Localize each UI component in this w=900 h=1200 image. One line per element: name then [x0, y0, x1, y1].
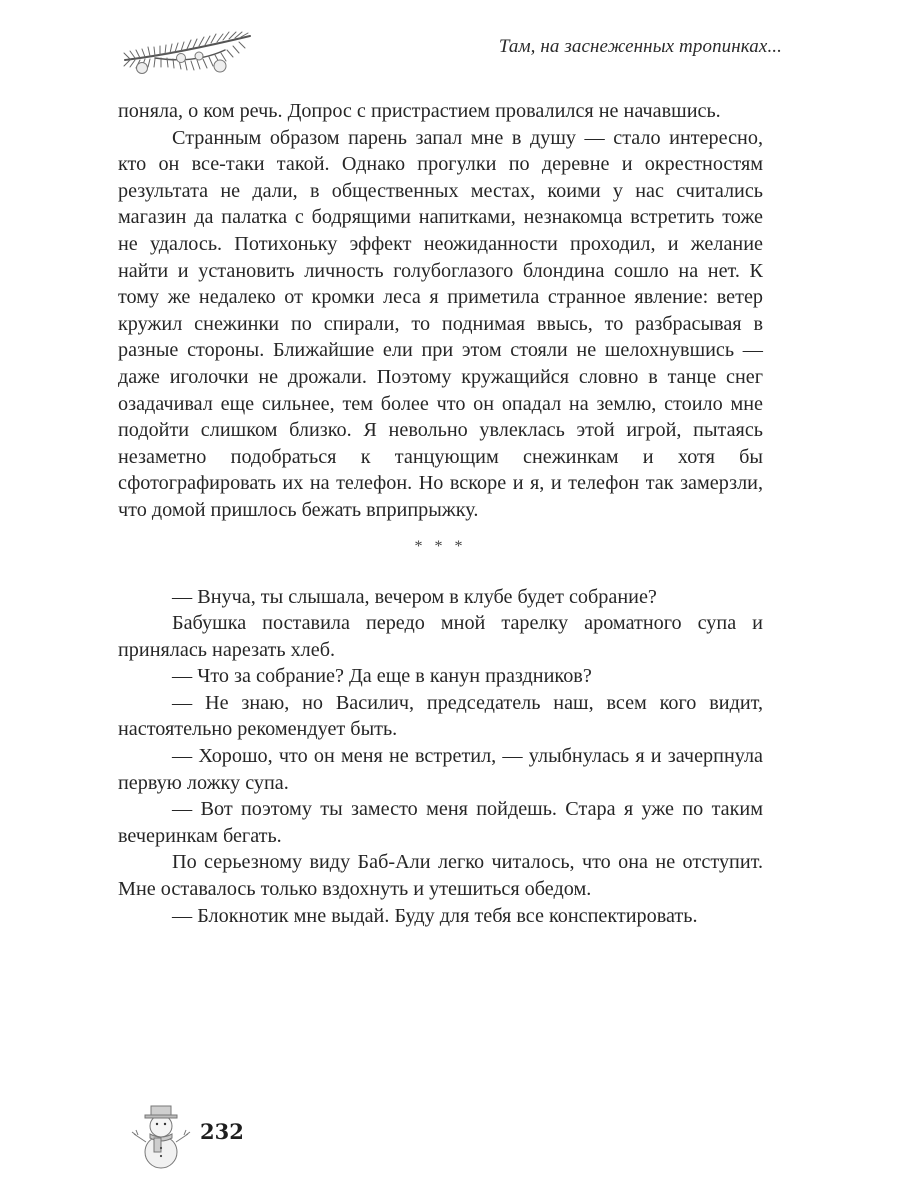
- paragraph: Странным образом парень запал мне в душу — стало интересно, кто он все-таки такой. Однако прогулки по деревне и окрестностям результата не дали, в общественных местах, коими у нас считались магазин да палатка с бодрящими напитками, незнакомца встретить тоже не удалось. Потихоньку эффект неожиданности проходил, и желание найти и установить личность голубоглазого блондина сошло на нет. К тому же недалеко от кромки леса я приметила странное явление: ветер кружил снежинки по спирали, то поднимая ввысь, то разбрасывая в разные стороны. Ближайшие ели при этом стояли не шелохнувшись — даже иголочки не дрожали. Поэтому кружащийся словно в танце снег озадачивал еще сильнее, тем более что он опадал на землю, стоило мне подойти слишком близко. Я невольно увлеклась этой игрой, пытаясь незаметно подобраться к танцующим снежинкам и хотя бы сфотографировать их на телефон. Но вскоре и я, и телефон так замерзли, что домой пришлось бежать вприпрыжку.: [118, 126, 763, 521]
- paragraph: По серьезному виду Баб-Али легко читалось, что она не отступит. Мне оставалось только вздохнуть и утешиться обедом.: [118, 851, 763, 901]
- section-separator: * * *: [414, 537, 467, 555]
- page-footer: [0, 1090, 900, 1190]
- dialogue-line: — Блокнотик мне выдай. Буду для тебя все конспектировать.: [172, 904, 698, 927]
- dialogue-line: — Не знаю, но Василич, председатель наш, всем кого видит, настоятельно рекомендует быть.: [118, 691, 763, 741]
- dialogue-line: — Вот поэтому ты заместо меня пойдешь. Стара я уже по таким вечеринкам бегать.: [118, 798, 763, 847]
- snowman-icon: [128, 1096, 194, 1170]
- dialogue-line: — Что за собрание? Да еще в канун праздников?: [172, 665, 592, 688]
- paragraph: Бабушка поставила передо мной тарелку ароматного супа и принялась нарезать хлеб.: [118, 612, 763, 661]
- page-body: [118, 98, 763, 929]
- page-header: [0, 0, 900, 90]
- dialogue-line: — Хорошо, что он меня не встретил, — улыбнулась я и зачерпнула первую ложку супа.: [118, 745, 763, 794]
- page-number: 232: [200, 1119, 244, 1144]
- dialogue-line: — Внуча, ты слышала, вечером в клубе будет собрание?: [172, 585, 657, 608]
- running-title: Там, на заснеженных тропинках...: [498, 36, 782, 57]
- paragraph: поняла, о ком речь. Допрос с пристрастием провалился не начавшись.: [118, 100, 721, 122]
- fir-branch-icon: [115, 28, 255, 83]
